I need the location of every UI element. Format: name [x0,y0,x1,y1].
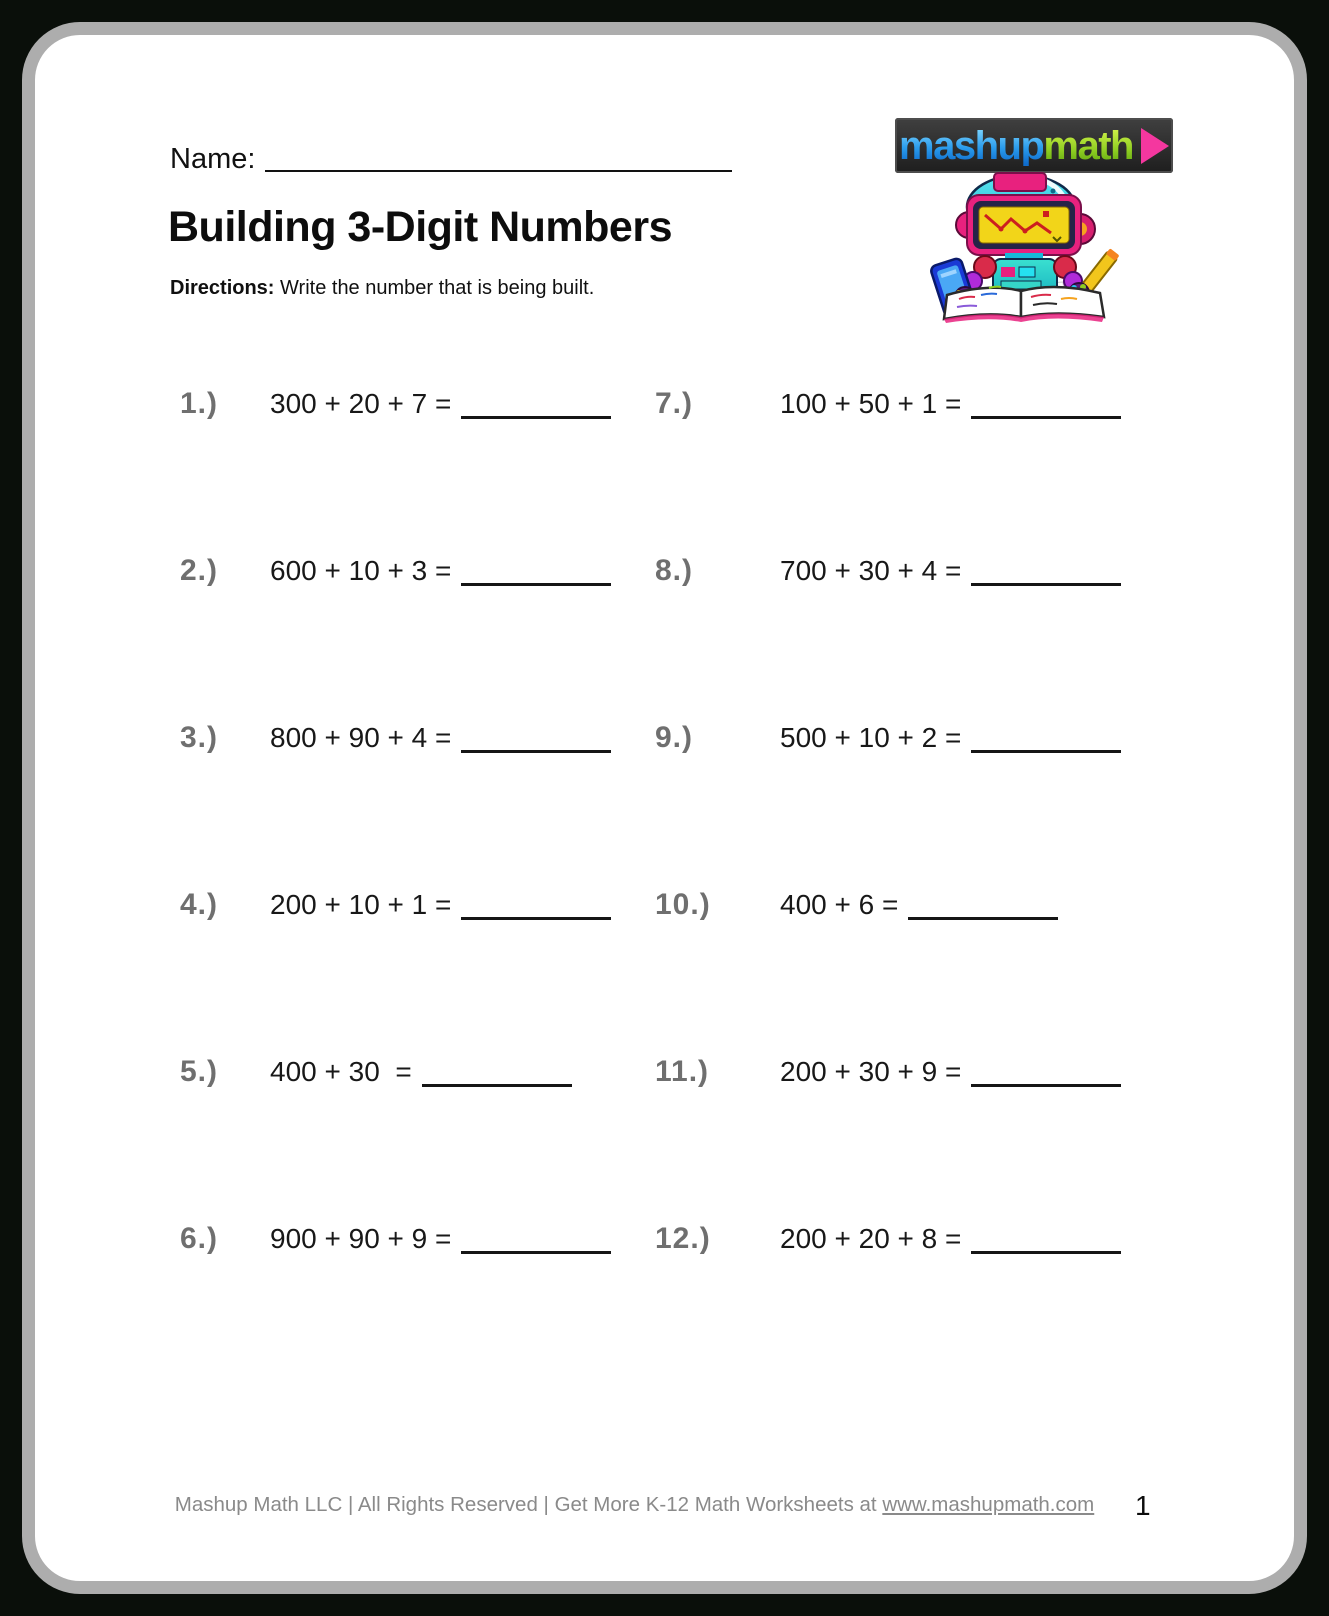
problem-number: 4.) [180,888,219,921]
problem-10 [655,888,1175,1055]
problem-12 [655,1222,1175,1389]
footer-text: Mashup Math LLC | All Rights Reserved | Get More K-12 Math Worksheets at [174,1493,883,1516]
answer-blank[interactable] [422,1084,572,1087]
problem-expression: 500 + 10 + 2 = [780,722,962,753]
problem-expression: 200 + 10 + 1 = [270,889,452,920]
problem-number: 6.) [180,1222,219,1255]
directions [170,277,594,300]
answer-blank[interactable] [461,416,611,419]
problem-number: 10.) [655,888,711,921]
name-label: Name: [170,143,256,175]
mashupmath-logo [895,118,1173,173]
answer-blank[interactable] [461,1251,611,1254]
problem-4 [180,888,655,1055]
problem-expression: 400 + 6 = [780,889,899,920]
answer-blank[interactable] [971,583,1121,586]
problem-7 [655,387,1175,554]
problem-number: 5.) [180,1055,219,1088]
logo-word-mashup: mashup [899,123,1044,168]
answer-blank[interactable] [461,583,611,586]
robot-vr-goggles-writing-icon [893,167,1151,325]
problem-expression: 100 + 50 + 1 = [780,388,962,419]
logo-word-math: math [1043,123,1133,168]
problem-expression: 200 + 20 + 8 = [780,1223,962,1254]
problem-number: 1.) [180,387,219,420]
problem-expression: 600 + 10 + 3 = [270,555,452,586]
problem-3 [180,721,655,888]
problem-number: 8.) [655,554,694,587]
problem-number: 12.) [655,1222,711,1255]
answer-blank[interactable] [971,1251,1121,1254]
problem-expression: 900 + 90 + 9 = [270,1223,452,1254]
page-number: 1 [1135,1490,1151,1521]
problem-11 [655,1055,1175,1222]
answer-blank[interactable] [971,416,1121,419]
answer-blank[interactable] [461,917,611,920]
problem-number: 9.) [655,721,694,754]
play-triangle-icon [1141,128,1169,164]
problem-number: 7.) [655,387,694,420]
worksheet-page [22,22,1307,1594]
directions-text: Write the number that is being built. [274,277,595,299]
answer-blank[interactable] [461,750,611,753]
problem-number: 3.) [180,721,219,754]
answer-blank[interactable] [971,750,1121,753]
directions-label: Directions: [170,277,275,299]
problem-expression: 800 + 90 + 4 = [270,722,452,753]
answer-blank[interactable] [908,917,1058,920]
problem-2 [180,554,655,721]
problem-expression: 400 + 30 = [270,1056,412,1087]
answer-blank[interactable] [971,1084,1121,1087]
name-blank-line[interactable] [265,170,732,172]
footer [35,1493,1294,1517]
problem-9 [655,721,1175,888]
page-title: Building 3-Digit Numbers [168,203,672,251]
problem-expression: 200 + 30 + 9 = [780,1056,962,1087]
problem-8 [655,554,1175,721]
problem-1 [180,387,655,554]
problem-6 [180,1222,655,1389]
problem-5 [180,1055,655,1222]
problem-number: 11.) [655,1055,710,1088]
problem-expression: 300 + 20 + 7 = [270,388,452,419]
problem-number: 2.) [180,554,219,587]
name-row [170,143,732,176]
footer-website-link[interactable]: www.mashupmath.com [882,1493,1095,1516]
problem-expression: 700 + 30 + 4 = [780,555,962,586]
problems-grid [180,387,1175,1389]
